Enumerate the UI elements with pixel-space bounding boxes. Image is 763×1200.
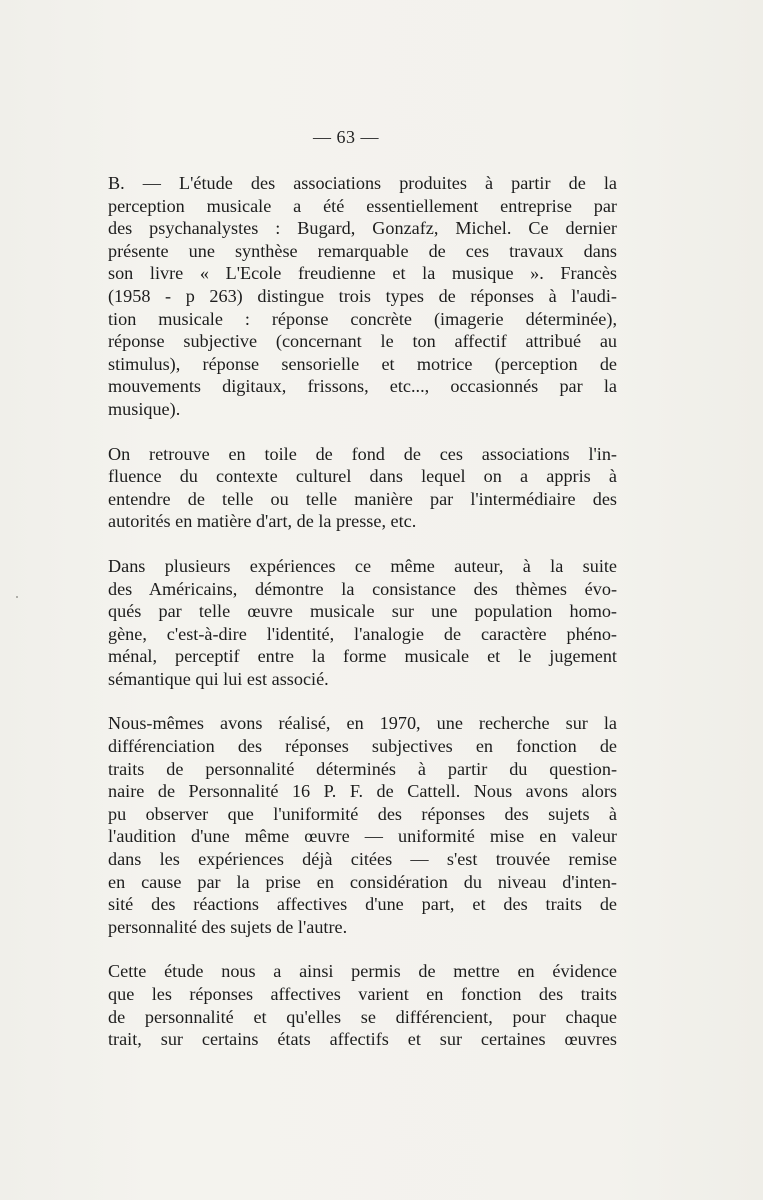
text-line: présente une synthèse remarquable de ces travaux dans — [108, 240, 617, 261]
text-line: sémantique qui lui est associé. — [108, 668, 329, 689]
text-line: gène, c'est-à-dire l'identité, l'analogie de caractère phéno- — [108, 623, 617, 644]
text-line: trait, sur certains états affectifs et sur certaines œuvres — [108, 1029, 617, 1050]
text-line: fluence du contexte culturel dans lequel on a appris à — [108, 466, 617, 487]
paragraph-5 — [108, 960, 617, 1050]
text-line: en cause par la prise en considération du niveau d'inten- — [108, 871, 617, 892]
paper-speck — [16, 596, 18, 598]
text-line: qués par telle œuvre musicale sur une population homo- — [108, 601, 617, 622]
text-line: des psychanalystes : Bugard, Gonzafz, Michel. Ce dernier — [108, 218, 617, 239]
text-line: différenciation des réponses subjectives en fonction de — [108, 736, 617, 757]
text-line: B. — L'étude des associations produites à partir de la — [108, 173, 617, 193]
paragraph-4 — [108, 712, 617, 938]
text-line: (1958 - p 263) distingue trois types de réponses à l'audi- — [108, 285, 617, 306]
text-line: sité des réactions affectives d'une part, et des traits de — [108, 894, 617, 915]
text-line: stimulus), réponse sensorielle et motrice (perception de — [108, 353, 617, 374]
text-line: personnalité des sujets de l'autre. — [108, 916, 348, 937]
paragraph-2 — [108, 443, 617, 533]
paragraph-1 — [108, 172, 617, 421]
page-number: — 63 — — [313, 127, 379, 147]
text-line: musique). — [108, 398, 181, 419]
text-line: de personnalité et qu'elles se différencient, pour chaque — [108, 1006, 617, 1027]
text-line: que les réponses affectives varient en fonction des traits — [108, 984, 617, 1004]
text-line: naire de Personnalité 16 P. F. de Cattell. Nous avons alors — [108, 781, 617, 802]
text-line: Dans plusieurs expériences ce même auteur, à la suite — [108, 555, 617, 576]
text-line: dans les expériences déjà citées — s'est trouvée remise — [108, 849, 617, 870]
text-line: des Américains, démontre la consistance des thèmes évo- — [108, 578, 617, 599]
text-line: On retrouve en toile de fond de ces associations l'in- — [108, 443, 617, 464]
body-text — [108, 172, 617, 1073]
text-line: pu observer que l'uniformité des réponses des sujets à — [108, 803, 617, 824]
text-line: Nous-mêmes avons réalisé, en 1970, une recherche sur la — [108, 713, 617, 734]
text-line: ménal, perceptif entre la forme musicale et le jugement — [108, 646, 617, 667]
text-line: autorités en matière d'art, de la presse, etc. — [108, 511, 417, 532]
text-line: tion musicale : réponse concrète (imagerie déterminée), — [108, 308, 617, 329]
text-line: Cette étude nous a ainsi permis de mettre en évidence — [108, 961, 617, 982]
text-line: mouvements digitaux, frissons, etc..., occasionnés par la — [108, 376, 617, 397]
text-line: traits de personnalité déterminés à partir du question- — [108, 758, 617, 779]
text-line: entendre de telle ou telle manière par l'intermédiaire des — [108, 488, 617, 509]
text-line: perception musicale a été essentiellement entreprise par — [108, 195, 617, 216]
text-line: l'audition d'une même œuvre — uniformité mise en valeur — [108, 826, 617, 847]
paragraph-3 — [108, 555, 617, 691]
text-line: son livre « L'Ecole freudienne et la musique ». Francès — [108, 263, 617, 284]
text-line: réponse subjective (concernant le ton affectif attribué au — [108, 331, 617, 352]
